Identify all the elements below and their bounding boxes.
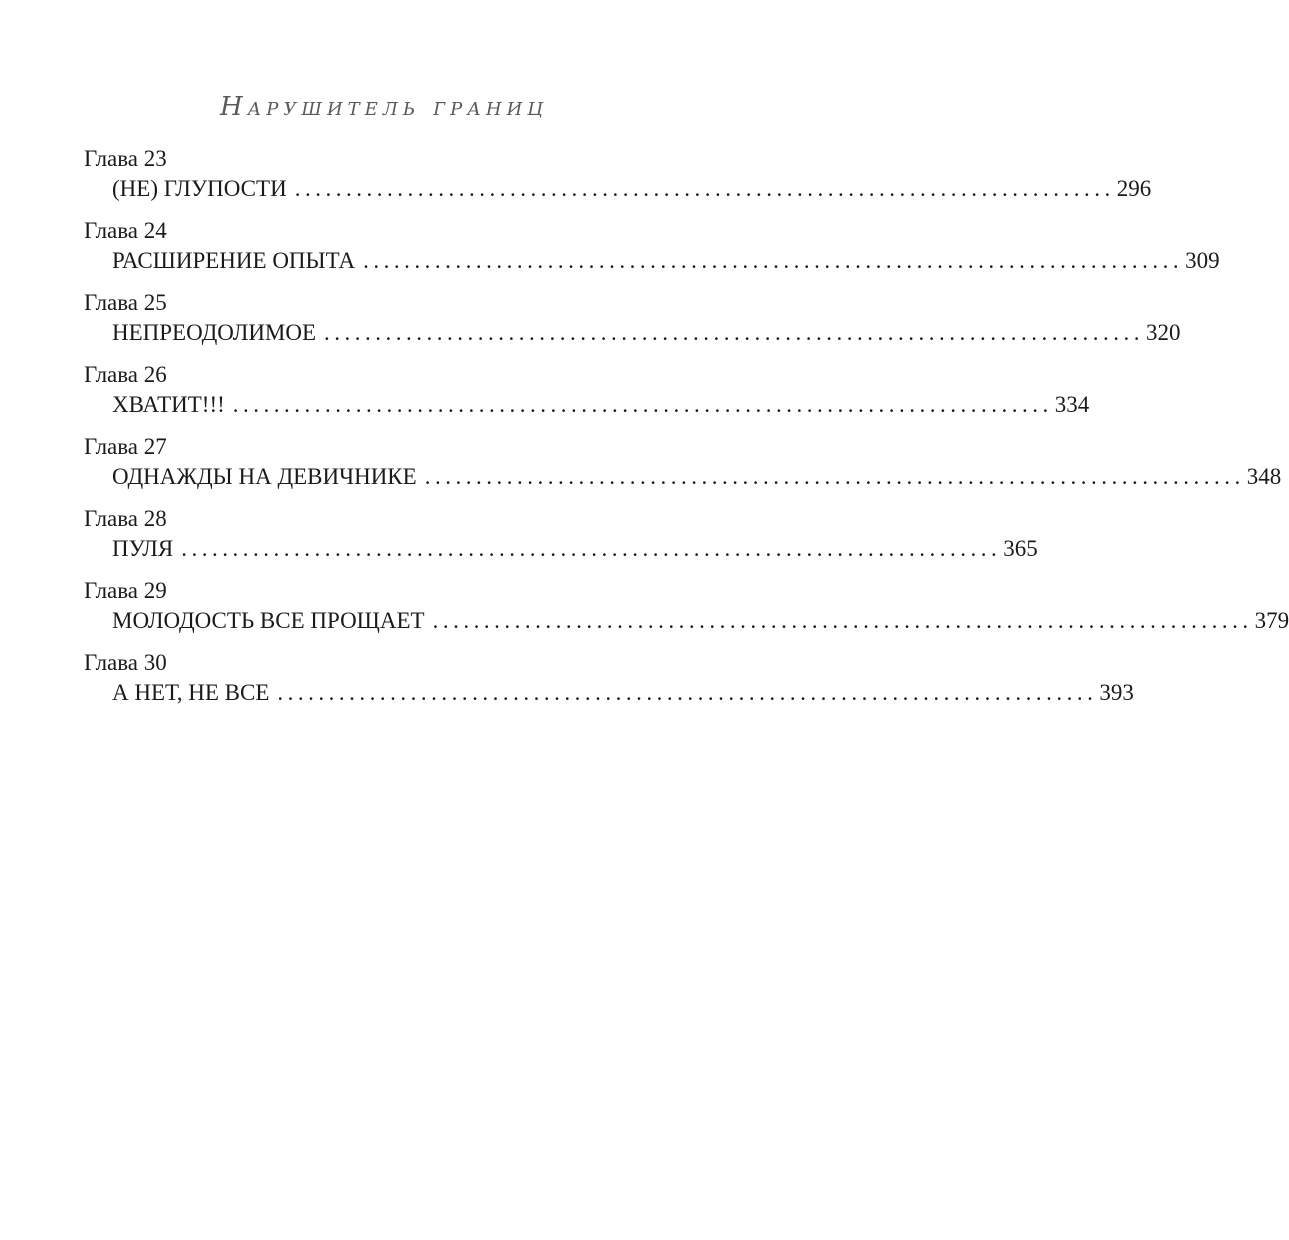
toc-line [112,174,1152,204]
toc-page-number: 379 [1254,608,1289,633]
toc-chapter-label: Глава 27 [84,434,167,459]
toc-dot-leader: ................................................................................ [232,392,1053,417]
toc-entry [84,216,1220,276]
table-of-contents [84,144,1289,720]
toc-chapter-label: Глава 25 [84,290,167,315]
toc-title: НЕПРЕОДОЛИМОЕ [112,320,317,345]
toc-line [112,534,1038,564]
toc-entry [84,288,1181,348]
toc-line [112,462,1282,492]
toc-dot-leader: ................................................................................ [363,248,1184,273]
toc-line [112,318,1181,348]
toc-page-number: 296 [1116,176,1152,201]
toc-page-number: 320 [1146,320,1181,345]
toc-line [112,606,1289,636]
toc-entry [84,504,1038,564]
toc-title: ПУЛЯ [112,536,174,561]
toc-page-number: 365 [1003,536,1038,561]
toc-page-number: 393 [1099,680,1134,705]
toc-title: А НЕТ, НЕ ВСЕ [112,680,270,705]
toc-chapter-label: Глава 29 [84,578,167,603]
toc-dot-leader: ................................................................................ [181,536,1002,561]
toc-entry [84,576,1289,636]
toc-entry [84,360,1090,420]
toc-title: ХВАТИТ!!! [112,392,225,417]
toc-page-number: 334 [1054,392,1090,417]
toc-entry [84,648,1134,708]
toc-chapter-label: Глава 24 [84,218,167,243]
running-head-title: Нарушитель границ [220,92,548,122]
toc-chapter-label: Глава 23 [84,146,167,171]
toc-title: (НЕ) ГЛУПОСТИ [112,176,287,201]
toc-line [112,678,1134,708]
toc-line [112,390,1090,420]
toc-line [112,246,1220,276]
toc-page-number: 348 [1246,464,1282,489]
toc-title: РАСШИРЕНИЕ ОПЫТА [112,248,356,273]
toc-title: ОДНАЖДЫ НА ДЕВИЧНИКЕ [112,464,417,489]
toc-dot-leader: ................................................................................ [294,176,1115,201]
toc-entry [84,432,1282,492]
toc-chapter-label: Глава 26 [84,362,167,387]
toc-dot-leader: ................................................................................ [424,464,1245,489]
toc-dot-leader: ................................................................................ [277,680,1098,705]
toc-chapter-label: Глава 28 [84,506,167,531]
toc-dot-leader: ................................................................................ [432,608,1253,633]
toc-title: МОЛОДОСТЬ ВСЕ ПРОЩАЕТ [112,608,425,633]
toc-entry [84,144,1152,204]
toc-dot-leader: ................................................................................ [324,320,1145,345]
toc-chapter-label: Глава 30 [84,650,167,675]
toc-page-number: 309 [1185,248,1220,273]
